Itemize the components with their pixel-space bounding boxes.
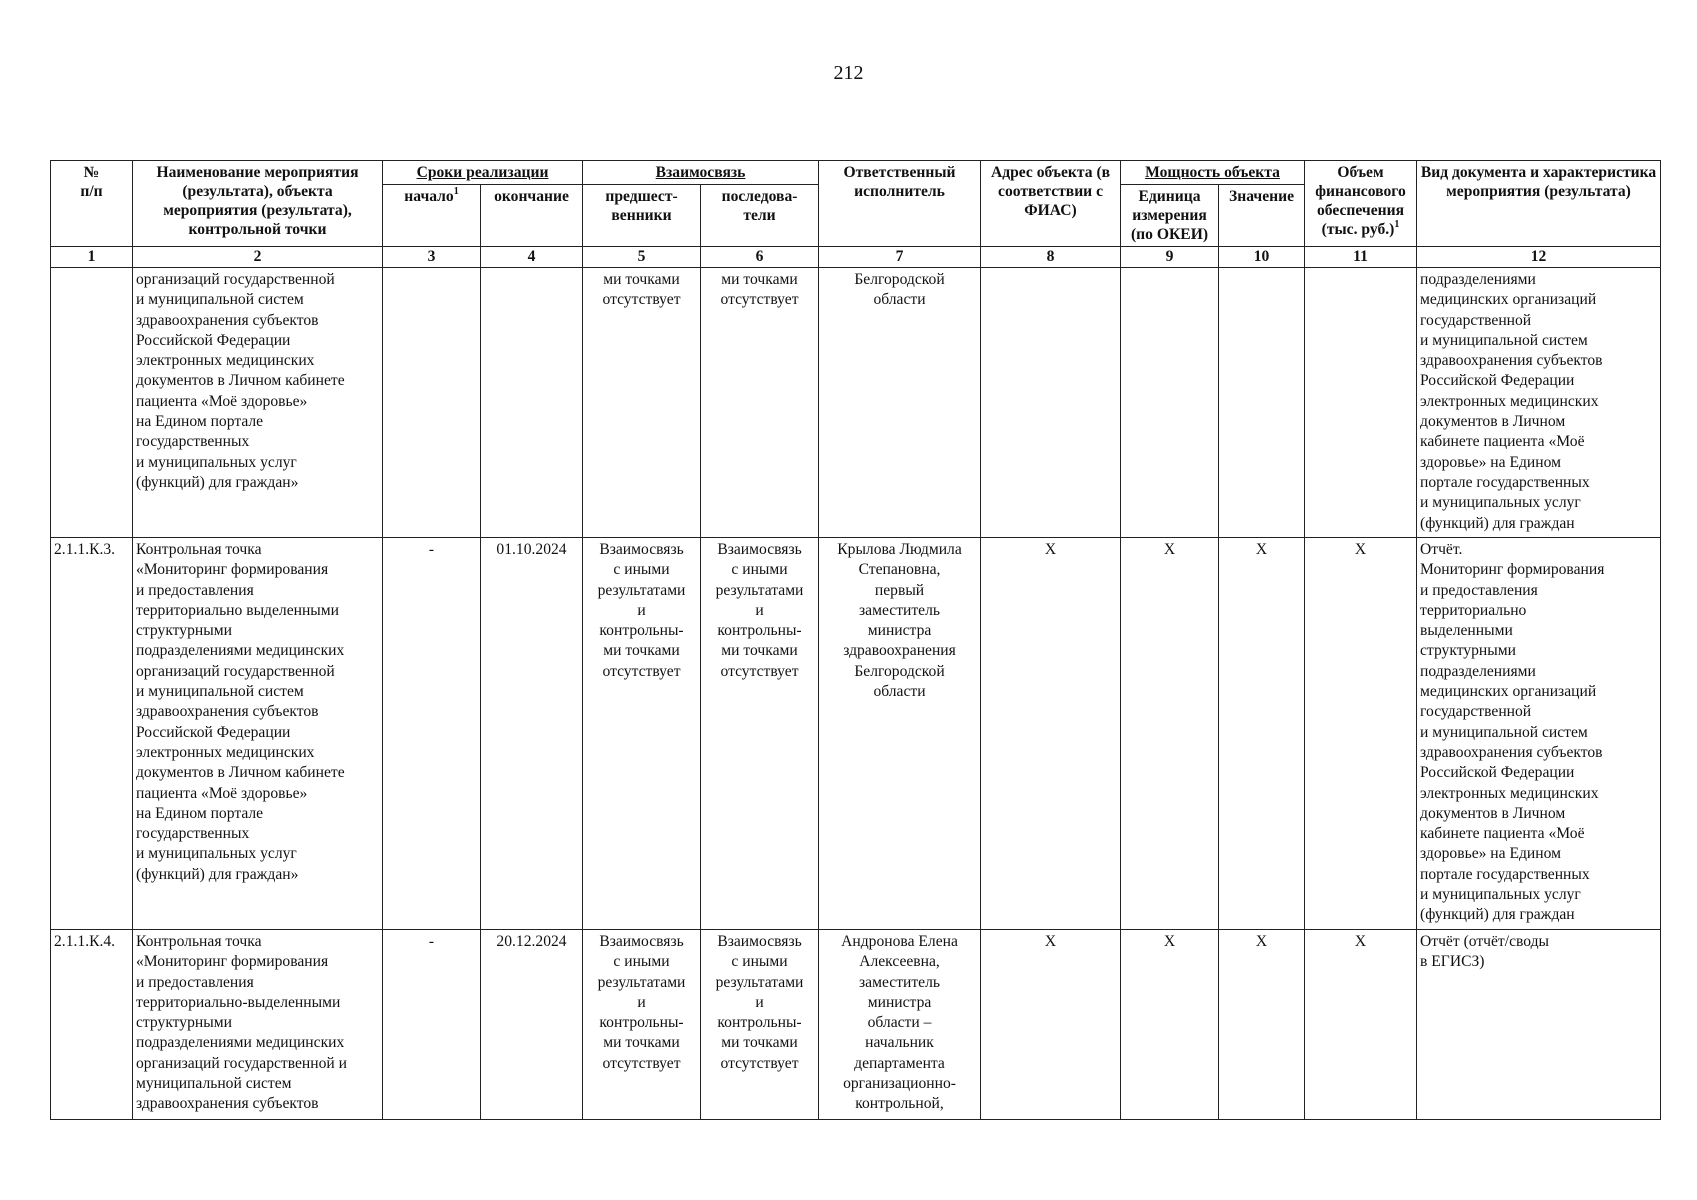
row-successors: Взаимосвязь с иными результатами и контрольны- ми точками отсутствует xyxy=(701,930,819,1120)
table-row xyxy=(51,538,1661,930)
row-predecessors: Взаимосвязь с иными результатами и контрольны- ми точками отсутствует xyxy=(583,538,701,930)
header-finance xyxy=(1305,161,1417,247)
header-end: окончание xyxy=(481,185,583,247)
row-name: Контрольная точка «Мониторинг формирования и предоставления территориально выделенными структурными подразделениями медицинских организаций государственной и муниципальной систем здравоохранения субъектов Российской Федерации электронных медицинских документов в Личном кабинете пациента «Моё здоровье» на Едином портале государственных и муниципальных услуг (функций) для граждан» xyxy=(133,538,383,930)
page-number: 212 xyxy=(833,62,864,84)
col-number: 3 xyxy=(383,247,481,268)
row-address: X xyxy=(981,538,1121,930)
header-address: Адрес объекта (в соответствии с ФИАС) xyxy=(981,161,1121,247)
row-value xyxy=(1219,268,1305,538)
table-row xyxy=(51,268,1661,538)
header-doc: Вид документа и характеристика мероприятия (результата) xyxy=(1417,161,1661,247)
row-name: Контрольная точка «Мониторинг формирования и предоставления территориально-выделенными структурными подразделениями медицинских организаций государственной и муниципальной систем здравоохранения субъектов xyxy=(133,930,383,1120)
header-row-1 xyxy=(51,161,1661,185)
header-value: Значение xyxy=(1219,185,1305,247)
header-responsible: Ответственный исполнитель xyxy=(819,161,981,247)
header-unit: Единица измерения (по ОКЕИ) xyxy=(1121,185,1219,247)
row-finance xyxy=(1305,268,1417,538)
header-finance-sup: 1 xyxy=(1394,219,1400,230)
row-address: X xyxy=(981,930,1121,1120)
col-number: 9 xyxy=(1121,247,1219,268)
header-start xyxy=(383,185,481,247)
header-num: № п/п xyxy=(51,161,133,247)
row-document: подразделениями медицинских организаций государственной и муниципальной систем здравоохранения субъектов Российской Федерации электронных медицинских документов в Личном кабинете пациента «Моё здоровье» на Едином портале государственных и муниципальных услуг (функций) для граждан xyxy=(1417,268,1661,538)
col-number: 1 xyxy=(51,247,133,268)
col-number: 12 xyxy=(1417,247,1661,268)
header-link: Взаимосвязь xyxy=(583,161,819,185)
row-address xyxy=(981,268,1121,538)
header-start-text: начало xyxy=(404,188,454,205)
table-row xyxy=(51,930,1661,1120)
row-unit: X xyxy=(1121,538,1219,930)
row-start: - xyxy=(383,930,481,1120)
row-start: - xyxy=(383,538,481,930)
row-responsible: Белгородской области xyxy=(819,268,981,538)
header-start-sup: 1 xyxy=(453,186,459,197)
row-finance: X xyxy=(1305,538,1417,930)
row-predecessors: Взаимосвязь с иными результатами и контрольны- ми точками отсутствует xyxy=(583,930,701,1120)
col-number: 5 xyxy=(583,247,701,268)
row-unit: X xyxy=(1121,930,1219,1120)
col-number: 2 xyxy=(133,247,383,268)
row-value: X xyxy=(1219,538,1305,930)
header-succ: последова- тели xyxy=(701,185,819,247)
header-finance-text: Объем финансового обеспечения (тыс. руб.) xyxy=(1315,164,1406,238)
row-responsible: Крылова Людмила Степановна, первый заместитель министра здравоохранения Белгородской области xyxy=(819,538,981,930)
row-name: организаций государственной и муниципальной систем здравоохранения субъектов Российской Федерации электронных медицинских документов в Личном кабинете пациента «Моё здоровье» на Едином портале государственных и муниципальных услуг (функций) для граждан» xyxy=(133,268,383,538)
row-predecessors: ми точками отсутствует xyxy=(583,268,701,538)
row-start xyxy=(383,268,481,538)
row-document: Отчёт (отчёт/своды в ЕГИСЗ) xyxy=(1417,930,1661,1120)
col-number: 11 xyxy=(1305,247,1417,268)
col-number: 10 xyxy=(1219,247,1305,268)
header-pred: предшест- венники xyxy=(583,185,701,247)
header-name: Наименование мероприятия (результата), объекта мероприятия (результата), контрольной точки xyxy=(133,161,383,247)
measures-table xyxy=(50,160,1661,1120)
row-responsible: Андронова Елена Алексеевна, заместитель министра области – начальник департамента организационно- контрольной, xyxy=(819,930,981,1120)
header-terms: Сроки реализации xyxy=(383,161,583,185)
row-unit xyxy=(1121,268,1219,538)
row-successors: ми точками отсутствует xyxy=(701,268,819,538)
col-number: 6 xyxy=(701,247,819,268)
row-document: Отчёт. Мониторинг формирования и предоставления территориально выделенными структурными подразделениями медицинских организаций государственной и муниципальной систем здравоохранения субъектов Российской Федерации электронных медицинских документов в Личном кабинете пациента «Моё здоровье» на Едином портале государственных и муниципальных услуг (функций) для граждан xyxy=(1417,538,1661,930)
col-number: 8 xyxy=(981,247,1121,268)
row-value: X xyxy=(1219,930,1305,1120)
column-number-row xyxy=(51,247,1661,268)
row-number: 2.1.1.К.4. xyxy=(51,930,133,1120)
row-end: 20.12.2024 xyxy=(481,930,583,1120)
row-successors: Взаимосвязь с иными результатами и контрольны- ми точками отсутствует xyxy=(701,538,819,930)
header-power: Мощность объекта xyxy=(1121,161,1305,185)
col-number: 4 xyxy=(481,247,583,268)
row-finance: X xyxy=(1305,930,1417,1120)
row-number: 2.1.1.К.3. xyxy=(51,538,133,930)
col-number: 7 xyxy=(819,247,981,268)
row-end xyxy=(481,268,583,538)
row-number xyxy=(51,268,133,538)
row-end: 01.10.2024 xyxy=(481,538,583,930)
